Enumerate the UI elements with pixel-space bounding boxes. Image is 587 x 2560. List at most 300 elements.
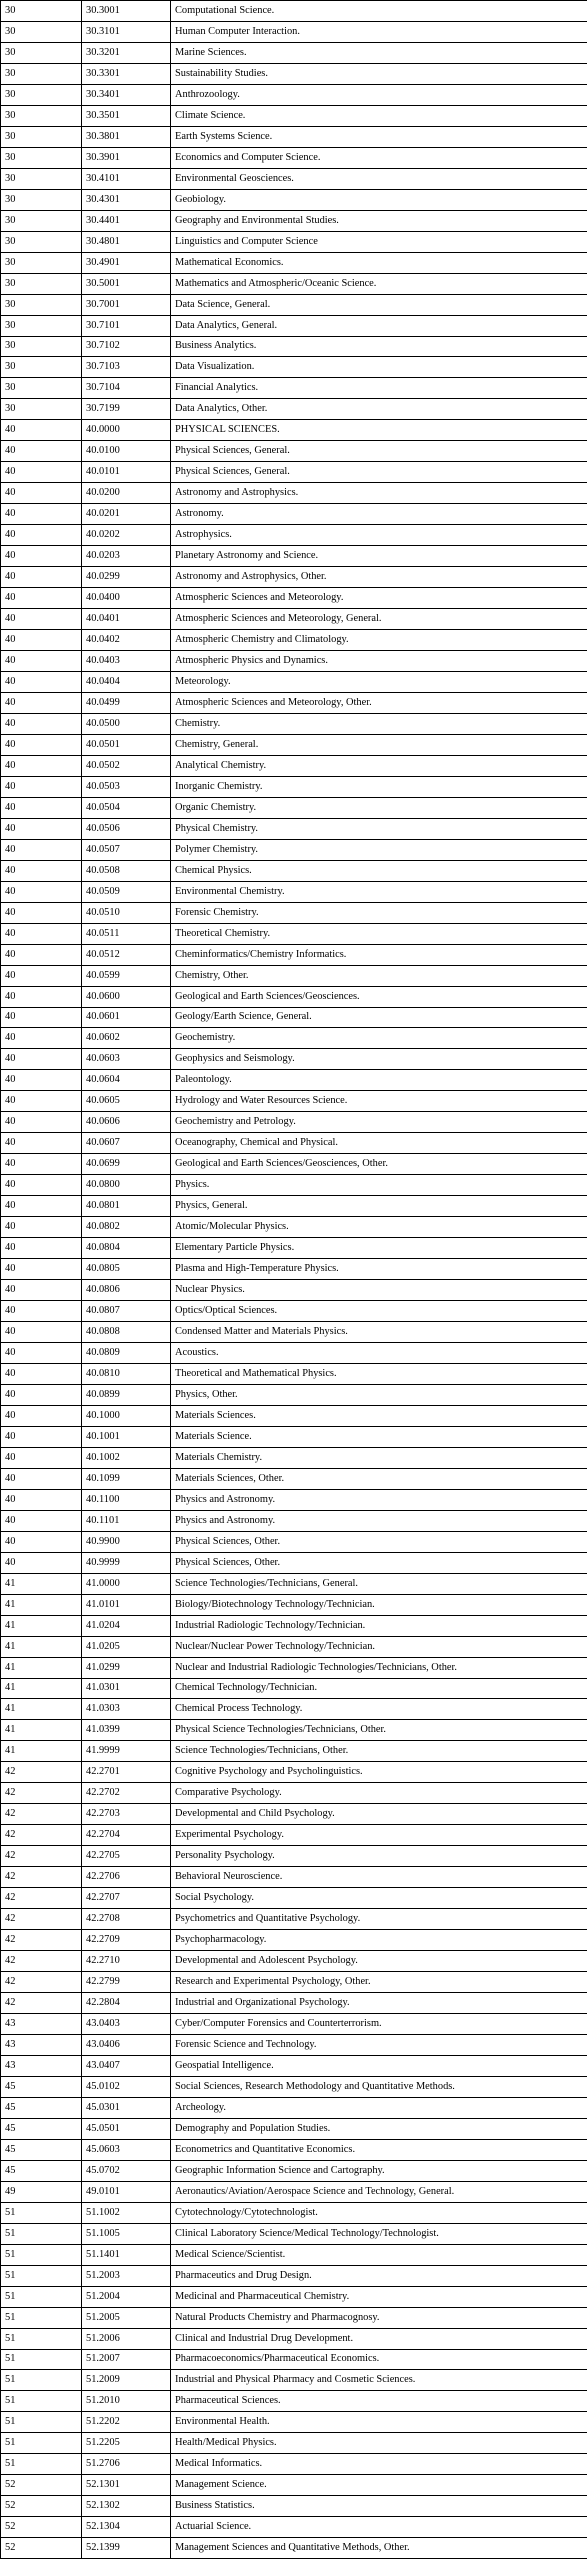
- table-row: [1, 147, 587, 168]
- family-cell: 42: [1, 1762, 82, 1783]
- table-row: [1, 860, 587, 881]
- code-cell: 40.0403: [82, 651, 171, 672]
- table-row: [1, 2076, 587, 2097]
- code-cell: 52.1302: [82, 2496, 171, 2517]
- table-row: [1, 609, 587, 630]
- title-cell: Management Science.: [171, 2475, 587, 2496]
- family-cell: 40: [1, 965, 82, 986]
- code-cell: 40.0508: [82, 860, 171, 881]
- title-cell: Analytical Chemistry.: [171, 755, 587, 776]
- table-row: [1, 483, 587, 504]
- code-cell: 51.2006: [82, 2328, 171, 2349]
- family-cell: 40: [1, 567, 82, 588]
- code-cell: 40.0202: [82, 525, 171, 546]
- code-cell: 40.0000: [82, 420, 171, 441]
- table-row: [1, 1972, 587, 1993]
- title-cell: Geochemistry and Petrology.: [171, 1112, 587, 1133]
- family-cell: 40: [1, 1196, 82, 1217]
- table-row: [1, 2034, 587, 2055]
- title-cell: Science Technologies/Technicians, Other.: [171, 1741, 587, 1762]
- family-cell: 41: [1, 1636, 82, 1657]
- family-cell: 30: [1, 399, 82, 420]
- family-cell: 40: [1, 1133, 82, 1154]
- code-cell: 40.0808: [82, 1322, 171, 1343]
- code-cell: 40.0511: [82, 923, 171, 944]
- code-cell: 40.0510: [82, 902, 171, 923]
- code-cell: 52.1301: [82, 2475, 171, 2496]
- title-cell: Sustainability Studies.: [171, 63, 587, 84]
- title-cell: Physical Sciences, Other.: [171, 1552, 587, 1573]
- code-cell: 51.2005: [82, 2307, 171, 2328]
- title-cell: Chemistry, General.: [171, 734, 587, 755]
- title-cell: Industrial Radiologic Technology/Technician.: [171, 1615, 587, 1636]
- family-cell: 40: [1, 776, 82, 797]
- family-cell: 30: [1, 84, 82, 105]
- family-cell: 40: [1, 1175, 82, 1196]
- family-cell: 42: [1, 1993, 82, 2014]
- table-row: [1, 1007, 587, 1028]
- table-row: [1, 1510, 587, 1531]
- table-row: [1, 2517, 587, 2538]
- code-cell: 30.5001: [82, 273, 171, 294]
- title-cell: Geography and Environmental Studies.: [171, 210, 587, 231]
- code-cell: 40.0802: [82, 1217, 171, 1238]
- table-row: [1, 2265, 587, 2286]
- code-cell: 40.0400: [82, 588, 171, 609]
- table-row: [1, 2223, 587, 2244]
- family-cell: 40: [1, 1028, 82, 1049]
- table-row: [1, 1133, 587, 1154]
- title-cell: Geophysics and Seismology.: [171, 1049, 587, 1070]
- table-row: [1, 357, 587, 378]
- family-cell: 30: [1, 168, 82, 189]
- code-cell: 51.1401: [82, 2244, 171, 2265]
- title-cell: Anthrozoology.: [171, 84, 587, 105]
- title-cell: Optics/Optical Sciences.: [171, 1301, 587, 1322]
- title-cell: Cognitive Psychology and Psycholinguistics.: [171, 1762, 587, 1783]
- table-row: [1, 1909, 587, 1930]
- title-cell: Experimental Psychology.: [171, 1825, 587, 1846]
- table-row: [1, 797, 587, 818]
- family-cell: 40: [1, 902, 82, 923]
- table-row: [1, 1028, 587, 1049]
- code-cell: 40.0604: [82, 1070, 171, 1091]
- family-cell: 52: [1, 2475, 82, 2496]
- code-cell: 40.0401: [82, 609, 171, 630]
- family-cell: 40: [1, 609, 82, 630]
- title-cell: Materials Science.: [171, 1426, 587, 1447]
- table-row: [1, 902, 587, 923]
- title-cell: Inorganic Chemistry.: [171, 776, 587, 797]
- family-cell: 41: [1, 1720, 82, 1741]
- title-cell: Chemical Process Technology.: [171, 1699, 587, 1720]
- code-cell: 40.0203: [82, 546, 171, 567]
- family-cell: 30: [1, 357, 82, 378]
- family-cell: 40: [1, 923, 82, 944]
- table-row: [1, 1804, 587, 1825]
- code-cell: 30.4101: [82, 168, 171, 189]
- code-cell: 51.2010: [82, 2391, 171, 2412]
- family-cell: 40: [1, 1489, 82, 1510]
- code-cell: 40.0607: [82, 1133, 171, 1154]
- table-row: [1, 1, 587, 22]
- family-cell: 41: [1, 1594, 82, 1615]
- table-row: [1, 21, 587, 42]
- family-cell: 40: [1, 525, 82, 546]
- table-row: [1, 1196, 587, 1217]
- family-cell: 45: [1, 2160, 82, 2181]
- code-cell: 40.0807: [82, 1301, 171, 1322]
- title-cell: Data Analytics, Other.: [171, 399, 587, 420]
- title-cell: Developmental and Child Psychology.: [171, 1804, 587, 1825]
- table-row: [1, 818, 587, 839]
- code-cell: 40.0509: [82, 881, 171, 902]
- table-body: [1, 1, 587, 2559]
- title-cell: Physics and Astronomy.: [171, 1510, 587, 1531]
- table-row: [1, 2412, 587, 2433]
- code-cell: 41.0204: [82, 1615, 171, 1636]
- table-row: [1, 1825, 587, 1846]
- title-cell: Psychopharmacology.: [171, 1930, 587, 1951]
- title-cell: Physical Science Technologies/Technicians, Other.: [171, 1720, 587, 1741]
- family-cell: 42: [1, 1783, 82, 1804]
- title-cell: Nuclear Physics.: [171, 1280, 587, 1301]
- title-cell: Atmospheric Sciences and Meteorology, Other.: [171, 692, 587, 713]
- code-cell: 40.1099: [82, 1468, 171, 1489]
- table-row: [1, 672, 587, 693]
- family-cell: 51: [1, 2412, 82, 2433]
- code-cell: 40.9900: [82, 1531, 171, 1552]
- table-row: [1, 1741, 587, 1762]
- code-cell: 45.0301: [82, 2097, 171, 2118]
- title-cell: Pharmacoeconomics/Pharmaceutical Economics.: [171, 2349, 587, 2370]
- table-row: [1, 1468, 587, 1489]
- table-row: [1, 1594, 587, 1615]
- family-cell: 51: [1, 2265, 82, 2286]
- code-cell: 41.0000: [82, 1573, 171, 1594]
- table-row: [1, 2433, 587, 2454]
- title-cell: Archeology.: [171, 2097, 587, 2118]
- table-row: [1, 42, 587, 63]
- title-cell: Chemistry, Other.: [171, 965, 587, 986]
- code-cell: 40.0602: [82, 1028, 171, 1049]
- table-row: [1, 734, 587, 755]
- title-cell: Cyber/Computer Forensics and Counterterrorism.: [171, 2014, 587, 2035]
- code-cell: 40.0402: [82, 630, 171, 651]
- title-cell: Pharmaceutics and Drug Design.: [171, 2265, 587, 2286]
- title-cell: Business Analytics.: [171, 336, 587, 357]
- code-cell: 42.2710: [82, 1951, 171, 1972]
- family-cell: 45: [1, 2139, 82, 2160]
- family-cell: 41: [1, 1678, 82, 1699]
- code-cell: 43.0403: [82, 2014, 171, 2035]
- title-cell: Geographic Information Science and Cartography.: [171, 2160, 587, 2181]
- family-cell: 30: [1, 273, 82, 294]
- title-cell: Geospatial Intelligence.: [171, 2055, 587, 2076]
- family-cell: 40: [1, 818, 82, 839]
- code-cell: 30.7001: [82, 294, 171, 315]
- code-cell: 51.2003: [82, 2265, 171, 2286]
- table-row: [1, 1531, 587, 1552]
- table-row: [1, 2202, 587, 2223]
- title-cell: Astronomy.: [171, 504, 587, 525]
- title-cell: Atmospheric Physics and Dynamics.: [171, 651, 587, 672]
- family-cell: 30: [1, 378, 82, 399]
- family-cell: 40: [1, 1301, 82, 1322]
- family-cell: 30: [1, 231, 82, 252]
- table-row: [1, 525, 587, 546]
- family-cell: 40: [1, 1112, 82, 1133]
- code-cell: 40.0805: [82, 1259, 171, 1280]
- family-cell: 40: [1, 630, 82, 651]
- title-cell: Forensic Science and Technology.: [171, 2034, 587, 2055]
- family-cell: 52: [1, 2538, 82, 2559]
- family-cell: 40: [1, 651, 82, 672]
- code-cell: 30.3901: [82, 147, 171, 168]
- table-row: [1, 2286, 587, 2307]
- code-cell: 41.0303: [82, 1699, 171, 1720]
- code-cell: 40.0499: [82, 692, 171, 713]
- code-cell: 40.0600: [82, 986, 171, 1007]
- table-row: [1, 1175, 587, 1196]
- table-row: [1, 1783, 587, 1804]
- table-row: [1, 2139, 587, 2160]
- code-cell: 40.0699: [82, 1154, 171, 1175]
- title-cell: Industrial and Organizational Psychology.: [171, 1993, 587, 2014]
- code-cell: 41.0205: [82, 1636, 171, 1657]
- family-cell: 41: [1, 1615, 82, 1636]
- family-cell: 40: [1, 546, 82, 567]
- title-cell: Cheminformatics/Chemistry Informatics.: [171, 944, 587, 965]
- title-cell: Materials Chemistry.: [171, 1447, 587, 1468]
- table-row: [1, 2244, 587, 2265]
- code-cell: 30.3001: [82, 1, 171, 22]
- family-cell: 40: [1, 1238, 82, 1259]
- family-cell: 40: [1, 1154, 82, 1175]
- family-cell: 52: [1, 2517, 82, 2538]
- table-row: [1, 1217, 587, 1238]
- code-cell: 52.1304: [82, 2517, 171, 2538]
- title-cell: Meteorology.: [171, 672, 587, 693]
- code-cell: 40.0809: [82, 1343, 171, 1364]
- table-row: [1, 63, 587, 84]
- title-cell: Medicinal and Pharmaceutical Chemistry.: [171, 2286, 587, 2307]
- family-cell: 41: [1, 1699, 82, 1720]
- title-cell: Elementary Particle Physics.: [171, 1238, 587, 1259]
- title-cell: Atmospheric Sciences and Meteorology, General.: [171, 609, 587, 630]
- title-cell: Geological and Earth Sciences/Geosciences.: [171, 986, 587, 1007]
- table-row: [1, 2370, 587, 2391]
- table-row: [1, 755, 587, 776]
- title-cell: Physics and Astronomy.: [171, 1489, 587, 1510]
- code-cell: 40.0507: [82, 839, 171, 860]
- code-cell: 51.2004: [82, 2286, 171, 2307]
- title-cell: Demography and Population Studies.: [171, 2118, 587, 2139]
- title-cell: Oceanography, Chemical and Physical.: [171, 1133, 587, 1154]
- code-cell: 42.2702: [82, 1783, 171, 1804]
- family-cell: 52: [1, 2496, 82, 2517]
- code-cell: 30.3501: [82, 105, 171, 126]
- code-cell: 42.2707: [82, 1888, 171, 1909]
- family-cell: 51: [1, 2433, 82, 2454]
- family-cell: 30: [1, 189, 82, 210]
- title-cell: Nuclear/Nuclear Power Technology/Technician.: [171, 1636, 587, 1657]
- family-cell: 40: [1, 734, 82, 755]
- title-cell: Marine Sciences.: [171, 42, 587, 63]
- table-row: [1, 336, 587, 357]
- family-cell: 30: [1, 42, 82, 63]
- title-cell: Mathematics and Atmospheric/Oceanic Science.: [171, 273, 587, 294]
- family-cell: 42: [1, 1846, 82, 1867]
- code-cell: 40.0506: [82, 818, 171, 839]
- title-cell: Behavioral Neuroscience.: [171, 1867, 587, 1888]
- code-cell: 41.0101: [82, 1594, 171, 1615]
- code-cell: 49.0101: [82, 2181, 171, 2202]
- table-row: [1, 2055, 587, 2076]
- code-cell: 42.2701: [82, 1762, 171, 1783]
- title-cell: Paleontology.: [171, 1070, 587, 1091]
- title-cell: Computational Science.: [171, 1, 587, 22]
- code-cell: 30.4301: [82, 189, 171, 210]
- family-cell: 41: [1, 1573, 82, 1594]
- title-cell: Data Visualization.: [171, 357, 587, 378]
- table-row: [1, 105, 587, 126]
- table-row: [1, 1699, 587, 1720]
- family-cell: 40: [1, 1510, 82, 1531]
- family-cell: 42: [1, 1972, 82, 1993]
- table-row: [1, 1678, 587, 1699]
- family-cell: 40: [1, 1280, 82, 1301]
- table-row: [1, 1301, 587, 1322]
- title-cell: Physical Sciences, General.: [171, 462, 587, 483]
- table-row: [1, 2307, 587, 2328]
- title-cell: Chemical Physics.: [171, 860, 587, 881]
- family-cell: 40: [1, 860, 82, 881]
- family-cell: 40: [1, 672, 82, 693]
- family-cell: 51: [1, 2370, 82, 2391]
- title-cell: Nuclear and Industrial Radiologic Technologies/Technicians, Other.: [171, 1657, 587, 1678]
- title-cell: Clinical Laboratory Science/Medical Technology/Technologist.: [171, 2223, 587, 2244]
- family-cell: 40: [1, 1217, 82, 1238]
- family-cell: 51: [1, 2454, 82, 2475]
- code-cell: 40.0603: [82, 1049, 171, 1070]
- family-cell: 30: [1, 147, 82, 168]
- family-cell: 40: [1, 839, 82, 860]
- code-cell: 40.0101: [82, 462, 171, 483]
- title-cell: Physical Sciences, General.: [171, 441, 587, 462]
- title-cell: Polymer Chemistry.: [171, 839, 587, 860]
- family-cell: 40: [1, 1552, 82, 1573]
- code-cell: 30.7104: [82, 378, 171, 399]
- code-cell: 30.7102: [82, 336, 171, 357]
- code-cell: 30.3301: [82, 63, 171, 84]
- table-row: [1, 1552, 587, 1573]
- family-cell: 42: [1, 1888, 82, 1909]
- table-row: [1, 965, 587, 986]
- title-cell: Psychometrics and Quantitative Psychology.: [171, 1909, 587, 1930]
- table-row: [1, 1384, 587, 1405]
- table-row: [1, 1426, 587, 1447]
- family-cell: 40: [1, 1426, 82, 1447]
- family-cell: 43: [1, 2055, 82, 2076]
- code-cell: 40.0500: [82, 713, 171, 734]
- title-cell: Theoretical and Mathematical Physics.: [171, 1363, 587, 1384]
- family-cell: 40: [1, 1322, 82, 1343]
- family-cell: 51: [1, 2244, 82, 2265]
- title-cell: Personality Psychology.: [171, 1846, 587, 1867]
- family-cell: 51: [1, 2202, 82, 2223]
- table-row: [1, 252, 587, 273]
- table-row: [1, 441, 587, 462]
- family-cell: 43: [1, 2014, 82, 2035]
- table-row: [1, 2160, 587, 2181]
- code-cell: 45.0702: [82, 2160, 171, 2181]
- table-row: [1, 567, 587, 588]
- title-cell: Physical Chemistry.: [171, 818, 587, 839]
- table-row: [1, 1322, 587, 1343]
- table-row: [1, 1154, 587, 1175]
- code-cell: 42.2706: [82, 1867, 171, 1888]
- family-cell: 30: [1, 63, 82, 84]
- family-cell: 40: [1, 420, 82, 441]
- title-cell: Medical Informatics.: [171, 2454, 587, 2475]
- family-cell: 41: [1, 1741, 82, 1762]
- family-cell: 30: [1, 126, 82, 147]
- table-row: [1, 1280, 587, 1301]
- code-cell: 43.0406: [82, 2034, 171, 2055]
- family-cell: 40: [1, 944, 82, 965]
- family-cell: 45: [1, 2118, 82, 2139]
- table-row: [1, 378, 587, 399]
- family-cell: 40: [1, 1468, 82, 1489]
- code-cell: 30.4801: [82, 231, 171, 252]
- table-row: [1, 420, 587, 441]
- family-cell: 51: [1, 2307, 82, 2328]
- family-cell: 40: [1, 1531, 82, 1552]
- table-row: [1, 1636, 587, 1657]
- code-cell: 40.0200: [82, 483, 171, 504]
- table-row: [1, 1993, 587, 2014]
- code-cell: 51.2009: [82, 2370, 171, 2391]
- title-cell: Chemical Technology/Technician.: [171, 1678, 587, 1699]
- title-cell: Planetary Astronomy and Science.: [171, 546, 587, 567]
- title-cell: Physical Sciences, Other.: [171, 1531, 587, 1552]
- title-cell: Natural Products Chemistry and Pharmacognosy.: [171, 2307, 587, 2328]
- code-cell: 40.0810: [82, 1363, 171, 1384]
- table-row: [1, 651, 587, 672]
- code-cell: 40.0201: [82, 504, 171, 525]
- table-row: [1, 881, 587, 902]
- code-cell: 41.9999: [82, 1741, 171, 1762]
- table-row: [1, 1259, 587, 1280]
- code-cell: 30.3401: [82, 84, 171, 105]
- table-row: [1, 944, 587, 965]
- table-row: [1, 776, 587, 797]
- family-cell: 49: [1, 2181, 82, 2202]
- title-cell: Biology/Biotechnology Technology/Technician.: [171, 1594, 587, 1615]
- code-cell: 45.0501: [82, 2118, 171, 2139]
- code-cell: 41.0399: [82, 1720, 171, 1741]
- family-cell: 45: [1, 2076, 82, 2097]
- title-cell: Econometrics and Quantitative Economics.: [171, 2139, 587, 2160]
- title-cell: Clinical and Industrial Drug Development.: [171, 2328, 587, 2349]
- title-cell: Linguistics and Computer Science: [171, 231, 587, 252]
- title-cell: Acoustics.: [171, 1343, 587, 1364]
- table-row: [1, 1762, 587, 1783]
- family-cell: 40: [1, 504, 82, 525]
- title-cell: Astrophysics.: [171, 525, 587, 546]
- table-row: [1, 2349, 587, 2370]
